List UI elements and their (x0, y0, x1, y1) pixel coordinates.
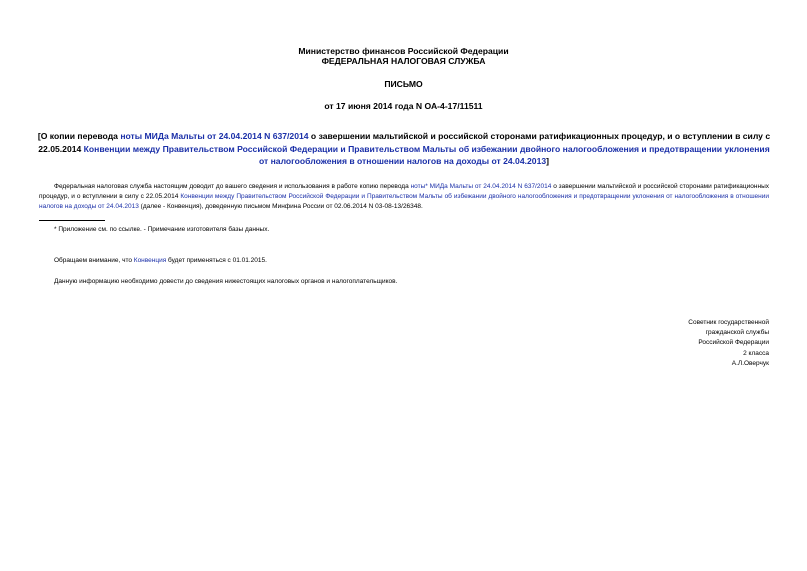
footnote-divider (39, 220, 105, 221)
paragraph-end: (далее - Конвенция), доведенную письмом Минфина России от 02.06.2014 N 03-08-13/26348. (138, 203, 423, 210)
title-open: [О копии перевода (37, 131, 121, 141)
service-name: ФЕДЕРАЛЬНАЯ НАЛОГОВАЯ СЛУЖБА (321, 56, 486, 66)
body-convention-link[interactable]: Конвенции между Правительством Российской Федерации и Правительством Мальты об избежании двойного налогообложения и предотвращении уклонения от налогообложения в отношении налогов на доходы от 24.04.2013 (39, 193, 770, 210)
ministry-name: Министерство финансов Российской Федерации (298, 46, 509, 56)
body-note-link[interactable]: ноты* МИДа Мальты от 24.04.2014 N 637/2014 (410, 183, 552, 190)
document-type: ПИСЬМО (384, 79, 423, 89)
signature-line: 2 класса (743, 349, 769, 357)
convention-link[interactable]: Конвенции между Правительством Российской Федерации и Правительством Мальты об избежании двойного налогообложения и предотвращении уклонения от налогообложения в отношении налогов на доходы от 24.04.2013 (83, 143, 770, 166)
convention-short-link[interactable]: Конвенция (133, 257, 167, 264)
info-paragraph: Данную информацию необходимо довести до сведения нижестоящих налоговых органов и налогоплательщиков. (54, 278, 398, 285)
attention-paragraph (54, 256, 267, 265)
paragraph-start: Федеральная налоговая служба настоящим доводит до вашего сведения и использования в работе копию перевода (54, 183, 411, 190)
signature-block (688, 318, 769, 369)
signature-line: гражданской службы (705, 329, 769, 337)
signatory-name: А.Л.Оверчук (731, 359, 769, 367)
signature-line: Российской Федерации (698, 339, 769, 347)
attention-start: Обращаем внимание, что (54, 257, 134, 264)
footnote: * Приложение см. по ссылке. - Примечание изготовителя базы данных. (54, 226, 270, 233)
attention-end: будет применяться с 01.01.2015. (166, 257, 267, 264)
title-middle: о завершении мальтийской и российской сторонами ратификационных процедур, и о вступлении в силу с 22.05.2014 (38, 131, 771, 154)
title-close: ] (546, 156, 549, 166)
signature-line: Советник государственной (688, 319, 769, 326)
main-paragraph (39, 182, 769, 212)
document-title (36, 130, 772, 168)
document-date-number: от 17 июня 2014 года N ОА-4-17/11511 (324, 101, 483, 111)
paragraph-middle: о завершении мальтийской и российской сторонами ратификационных процедур, и о вступлении в силу с 22.05.2014 (39, 183, 769, 200)
note-link[interactable]: ноты МИДа Мальты от 24.04.2014 N 637/2014 (120, 131, 309, 141)
